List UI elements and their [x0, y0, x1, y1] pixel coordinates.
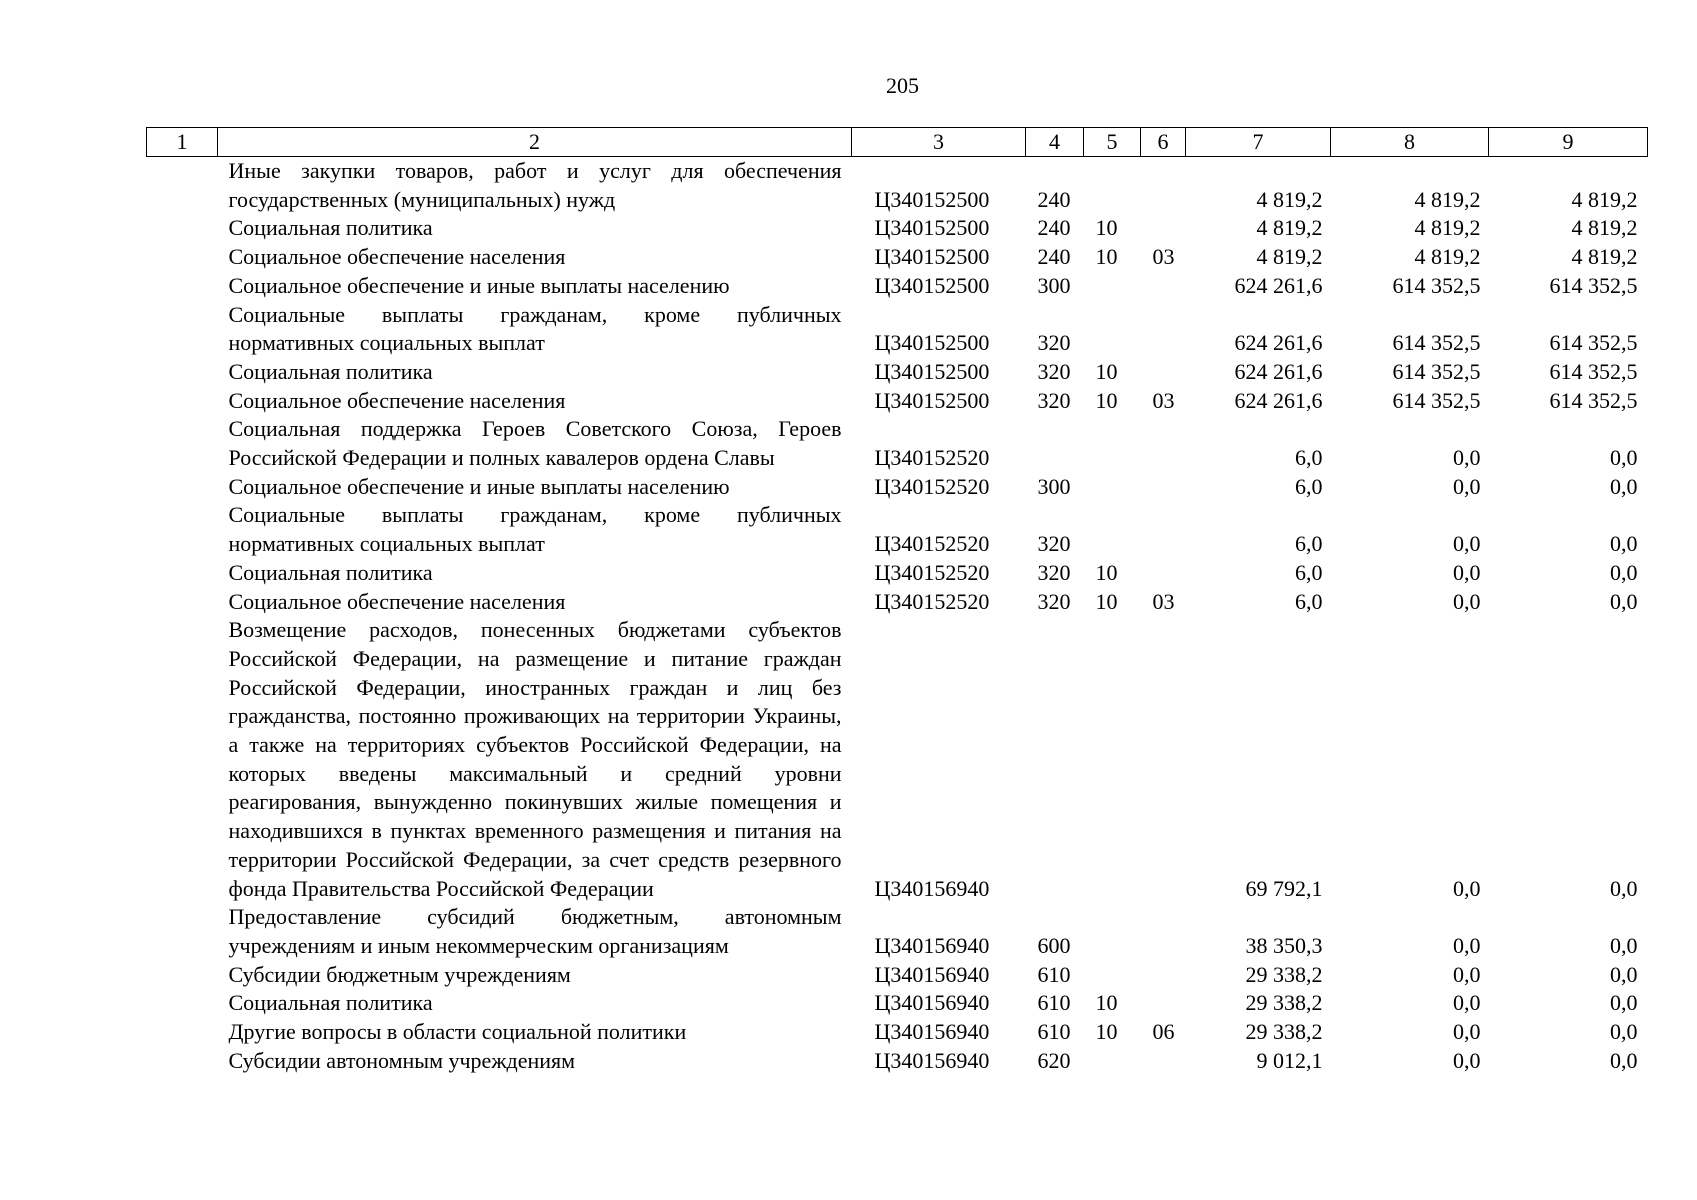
- amount-year-2: 4 819,2: [1414, 186, 1481, 212]
- amount-year-2: 4 819,2: [1414, 215, 1481, 241]
- row-name: Социальная поддержка Героев Советского Союза, Героев Российской Федерации и полных кавалеров ордена Славы: [228, 416, 842, 471]
- subsection-code: [1141, 301, 1186, 358]
- section-code: [1084, 1047, 1141, 1076]
- target-article-code: Ц340152520: [874, 445, 990, 471]
- expense-type-code: 610: [1037, 990, 1071, 1016]
- amount-year-2: 614 352,5: [1392, 330, 1481, 356]
- table-row: [147, 501, 1648, 558]
- amount-year-2: 0,0: [1453, 875, 1481, 901]
- section-code: 10: [1095, 358, 1118, 384]
- expense-type-code: 320: [1037, 358, 1071, 384]
- table-row: [147, 559, 1648, 588]
- expense-type-code: 320: [1037, 330, 1071, 356]
- row-name: Возмещение расходов, понесенных бюджетами субъектов Российской Федерации, на размещение и питание граждан Российской Федерации, иностранных граждан и лиц без гражданства, постоянно проживающих на территории Украины, а также на территориях субъектов Российской Федерации, на которых введены максимальный и средний уровни реагирования, вынужденно покинувших жилые помещения и находившихся в пунктах временного размещения и питания на территории Российской Федерации, за счет средств резервного фонда Правительства Российской Федерации: [228, 617, 842, 901]
- column-header-6: 6: [1141, 128, 1186, 157]
- column-header-2: 2: [218, 128, 852, 157]
- expense-type-code: [1026, 616, 1084, 903]
- amount-year-3: 4 819,2: [1571, 215, 1638, 241]
- row-name: Другие вопросы в области социальной политики: [228, 1019, 687, 1045]
- row-name: Социальное обеспечение населения: [228, 244, 566, 270]
- section-code: 10: [1095, 387, 1118, 413]
- amount-year-1: 6,0: [1295, 588, 1323, 614]
- table-body: [147, 157, 1648, 1076]
- expense-type-code: 600: [1037, 932, 1071, 958]
- table-row: [147, 1047, 1648, 1076]
- section-code: [1084, 473, 1141, 502]
- column-header-4: 4: [1026, 128, 1084, 157]
- table-row: [147, 989, 1648, 1018]
- empty-cell: [147, 501, 218, 558]
- target-article-code: Ц340152500: [874, 244, 990, 270]
- amount-year-1: 624 261,6: [1234, 358, 1323, 384]
- empty-cell: [147, 157, 218, 215]
- subsection-code: [1141, 272, 1186, 301]
- row-name: Социальное обеспечение и иные выплаты населению: [228, 272, 730, 298]
- amount-year-2: 0,0: [1453, 531, 1481, 557]
- amount-year-1: 6,0: [1295, 559, 1323, 585]
- row-name: Социальное обеспечение и иные выплаты населению: [228, 473, 730, 499]
- section-code: [1084, 501, 1141, 558]
- section-code: 10: [1095, 559, 1118, 585]
- subsection-code: 06: [1152, 1019, 1175, 1045]
- empty-cell: [147, 473, 218, 502]
- subsection-code: [1141, 961, 1186, 990]
- amount-year-1: 29 338,2: [1245, 990, 1323, 1016]
- amount-year-2: 0,0: [1453, 588, 1481, 614]
- expense-type-code: 240: [1037, 215, 1071, 241]
- subsection-code: [1141, 214, 1186, 243]
- empty-cell: [147, 387, 218, 416]
- amount-year-1: 9 012,1: [1256, 1047, 1323, 1073]
- column-number-header-row: [147, 128, 1648, 157]
- section-code: [1084, 616, 1141, 903]
- amount-year-1: 624 261,6: [1234, 387, 1323, 413]
- target-article-code: Ц340156940: [874, 875, 990, 901]
- expense-type-code: 610: [1037, 961, 1071, 987]
- target-article-code: Ц340152500: [874, 186, 990, 212]
- subsection-code: [1141, 616, 1186, 903]
- subsection-code: 03: [1152, 387, 1175, 413]
- amount-year-3: 614 352,5: [1549, 272, 1638, 298]
- subsection-code: [1141, 903, 1186, 960]
- empty-cell: [147, 588, 218, 617]
- amount-year-1: 624 261,6: [1234, 330, 1323, 356]
- amount-year-3: 4 819,2: [1571, 244, 1638, 270]
- table-row: [147, 301, 1648, 358]
- amount-year-3: 0,0: [1610, 1019, 1638, 1045]
- amount-year-3: 0,0: [1610, 932, 1638, 958]
- amount-year-2: 0,0: [1453, 473, 1481, 499]
- column-header-5: 5: [1084, 128, 1141, 157]
- empty-cell: [147, 272, 218, 301]
- table-row: [147, 903, 1648, 960]
- subsection-code: 03: [1152, 244, 1175, 270]
- table-row: [147, 473, 1648, 502]
- table-row: [147, 415, 1648, 472]
- amount-year-1: 6,0: [1295, 473, 1323, 499]
- amount-year-2: 0,0: [1453, 445, 1481, 471]
- target-article-code: Ц340152520: [874, 588, 990, 614]
- empty-cell: [147, 559, 218, 588]
- amount-year-3: 0,0: [1610, 445, 1638, 471]
- expense-type-code: 610: [1037, 1019, 1071, 1045]
- target-article-code: Ц340156940: [874, 932, 990, 958]
- table-row: [147, 588, 1648, 617]
- amount-year-3: 0,0: [1610, 875, 1638, 901]
- subsection-code: [1141, 415, 1186, 472]
- empty-cell: [147, 358, 218, 387]
- row-name: Социальная политика: [228, 559, 433, 585]
- amount-year-2: 614 352,5: [1392, 387, 1481, 413]
- amount-year-2: 0,0: [1453, 932, 1481, 958]
- empty-cell: [147, 903, 218, 960]
- target-article-code: Ц340152520: [874, 473, 990, 499]
- amount-year-1: 6,0: [1295, 531, 1323, 557]
- amount-year-1: 4 819,2: [1256, 186, 1323, 212]
- table-row: [147, 214, 1648, 243]
- section-code: 10: [1095, 588, 1118, 614]
- section-code: [1084, 415, 1141, 472]
- empty-cell: [147, 961, 218, 990]
- amount-year-2: 0,0: [1453, 990, 1481, 1016]
- expense-type-code: 240: [1037, 244, 1071, 270]
- table-row: [147, 243, 1648, 272]
- amount-year-1: 69 792,1: [1245, 875, 1323, 901]
- subsection-code: [1141, 559, 1186, 588]
- amount-year-2: 4 819,2: [1414, 244, 1481, 270]
- expense-type-code: [1026, 415, 1084, 472]
- amount-year-3: 0,0: [1610, 473, 1638, 499]
- expense-type-code: 300: [1037, 473, 1071, 499]
- row-name: Социальная политика: [228, 215, 433, 241]
- amount-year-3: 0,0: [1610, 1047, 1638, 1073]
- amount-year-3: 614 352,5: [1549, 387, 1638, 413]
- amount-year-1: 624 261,6: [1234, 272, 1323, 298]
- empty-cell: [147, 214, 218, 243]
- expense-type-code: 320: [1037, 588, 1071, 614]
- amount-year-2: 0,0: [1453, 559, 1481, 585]
- target-article-code: Ц340156940: [874, 1047, 990, 1073]
- empty-cell: [147, 1018, 218, 1047]
- column-header-8: 8: [1331, 128, 1489, 157]
- expense-type-code: 320: [1037, 559, 1071, 585]
- section-code: [1084, 272, 1141, 301]
- column-header-1: 1: [147, 128, 218, 157]
- table-row: [147, 157, 1648, 215]
- table-row: [147, 1018, 1648, 1047]
- target-article-code: Ц340152500: [874, 272, 990, 298]
- target-article-code: Ц340152500: [874, 215, 990, 241]
- target-article-code: Ц340152500: [874, 358, 990, 384]
- amount-year-3: 0,0: [1610, 990, 1638, 1016]
- expense-type-code: 320: [1037, 531, 1071, 557]
- section-code: [1084, 301, 1141, 358]
- amount-year-3: 0,0: [1610, 531, 1638, 557]
- expense-type-code: 620: [1037, 1047, 1071, 1073]
- empty-cell: [147, 243, 218, 272]
- amount-year-2: 614 352,5: [1392, 358, 1481, 384]
- amount-year-2: 614 352,5: [1392, 272, 1481, 298]
- subsection-code: [1141, 157, 1186, 215]
- row-name: Социальная политика: [228, 358, 433, 384]
- table-row: [147, 616, 1648, 903]
- target-article-code: Ц340156940: [874, 990, 990, 1016]
- empty-cell: [147, 989, 218, 1018]
- column-header-7: 7: [1186, 128, 1331, 157]
- amount-year-1: 29 338,2: [1245, 1019, 1323, 1045]
- row-name: Социальное обеспечение населения: [228, 588, 566, 614]
- subsection-code: [1141, 989, 1186, 1018]
- section-code: 10: [1095, 990, 1118, 1016]
- expense-type-code: 240: [1037, 186, 1071, 212]
- empty-cell: [147, 1047, 218, 1076]
- row-name: Социальная политика: [228, 990, 433, 1016]
- row-name: Социальные выплаты гражданам, кроме публичных нормативных социальных выплат: [228, 301, 842, 356]
- target-article-code: Ц340156940: [874, 1019, 990, 1045]
- row-name: Иные закупки товаров, работ и услуг для обеспечения государственных (муниципальных) нужд: [228, 158, 842, 212]
- column-header-3: 3: [852, 128, 1026, 157]
- target-article-code: Ц340152500: [874, 330, 990, 356]
- empty-cell: [147, 301, 218, 358]
- column-header-9: 9: [1489, 128, 1648, 157]
- section-code: [1084, 961, 1141, 990]
- expense-type-code: 320: [1037, 387, 1071, 413]
- budget-table: [146, 127, 1648, 1076]
- row-name: Субсидии бюджетным учреждениям: [228, 961, 571, 987]
- section-code: [1084, 903, 1141, 960]
- amount-year-2: 0,0: [1453, 961, 1481, 987]
- amount-year-3: 0,0: [1610, 559, 1638, 585]
- amount-year-3: 614 352,5: [1549, 358, 1638, 384]
- subsection-code: [1141, 358, 1186, 387]
- page-number: 205: [886, 73, 919, 98]
- section-code: [1084, 157, 1141, 215]
- empty-cell: [147, 415, 218, 472]
- table-row: [147, 272, 1648, 301]
- row-name: Социальное обеспечение населения: [228, 387, 566, 413]
- row-name: Предоставление субсидий бюджетным, автономным учреждениям и иным некоммерческим организациям: [228, 904, 842, 958]
- amount-year-3: 4 819,2: [1571, 186, 1638, 212]
- section-code: 10: [1095, 215, 1118, 241]
- target-article-code: Ц340156940: [874, 961, 990, 987]
- amount-year-3: 614 352,5: [1549, 330, 1638, 356]
- section-code: 10: [1095, 1019, 1118, 1045]
- target-article-code: Ц340152520: [874, 531, 990, 557]
- section-code: 10: [1095, 244, 1118, 270]
- amount-year-1: 29 338,2: [1245, 961, 1323, 987]
- amount-year-3: 0,0: [1610, 961, 1638, 987]
- expense-type-code: 300: [1037, 272, 1071, 298]
- table-row: [147, 358, 1648, 387]
- row-name: Социальные выплаты гражданам, кроме публичных нормативных социальных выплат: [228, 502, 842, 557]
- row-name: Субсидии автономным учреждениям: [228, 1047, 576, 1073]
- amount-year-1: 6,0: [1295, 445, 1323, 471]
- subsection-code: 03: [1152, 588, 1175, 614]
- target-article-code: Ц340152520: [874, 559, 990, 585]
- amount-year-2: 0,0: [1453, 1047, 1481, 1073]
- amount-year-1: 38 350,3: [1245, 932, 1323, 958]
- table-row: [147, 961, 1648, 990]
- amount-year-2: 0,0: [1453, 1019, 1481, 1045]
- table-row: [147, 387, 1648, 416]
- amount-year-1: 4 819,2: [1256, 215, 1323, 241]
- amount-year-1: 4 819,2: [1256, 244, 1323, 270]
- target-article-code: Ц340152500: [874, 387, 990, 413]
- subsection-code: [1141, 501, 1186, 558]
- empty-cell: [147, 616, 218, 903]
- subsection-code: [1141, 1047, 1186, 1076]
- subsection-code: [1141, 473, 1186, 502]
- amount-year-3: 0,0: [1610, 588, 1638, 614]
